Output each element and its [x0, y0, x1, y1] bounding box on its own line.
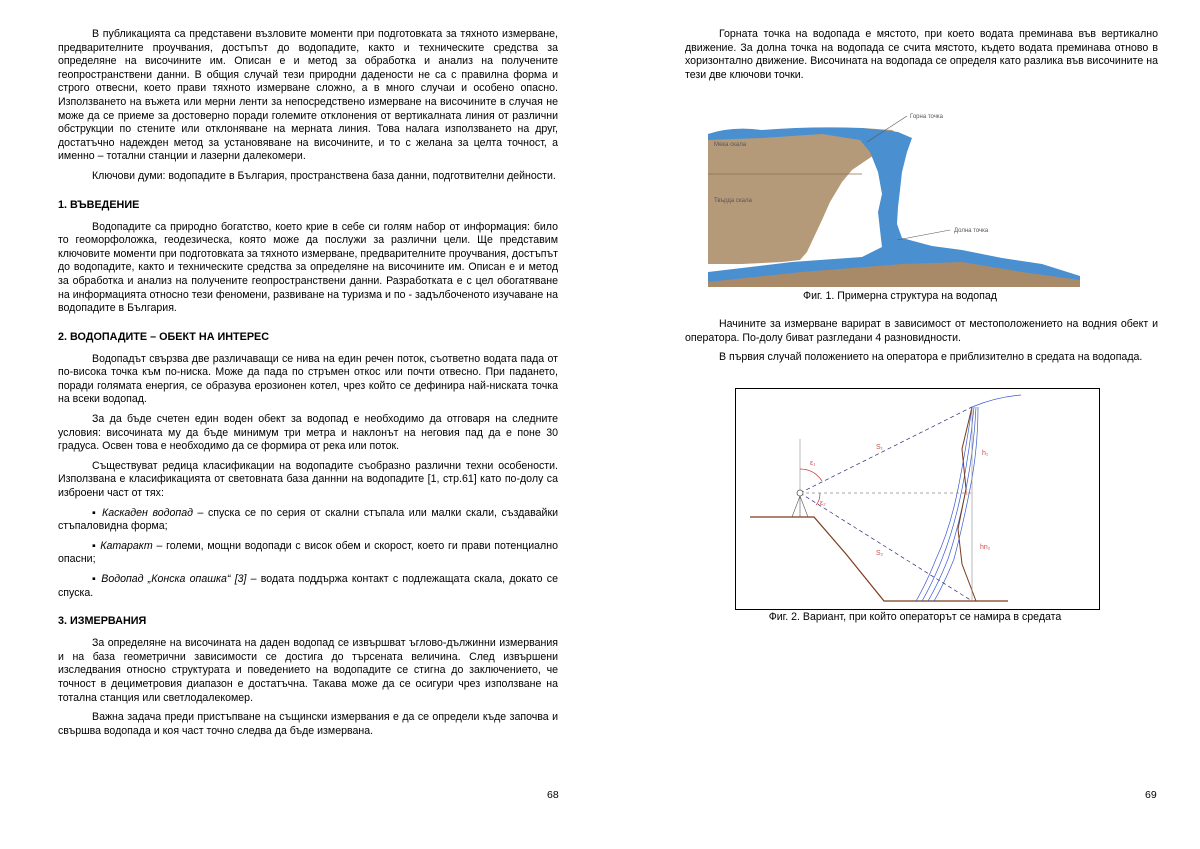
- abstract-paragraph: В публикацията са представени възловите моменти при подготовката за тяхното измерване, предварителните проучвания, достъпът до водопадите, както и техническите средства за определяне на височините им. Описан е и метод за обработка и анализ на получените геопространствени данни. В общия случай тези природни дадености не са с правилна форма и строго отвесни, което прави тяхното измерване сложно, а в много случаи и особено опасно. Използването на въжета или мерни ленти за непосредствено измерване на височините в случая не може да се приеме за достоверно поради големите отклонения от вертикалната линия от различни обструкции по стените или отклоняване на мерната линия. Това налага използването на друг, достатъчно надежден метод за установяване на височините, и то с желана за целта точност, а именно – тотални станции и лазерни далекомери.: [58, 28, 558, 163]
- ground-profile: [750, 517, 1008, 601]
- figure-2-caption: Фиг. 2. Вариант, при който операторът се намира в средата: [768, 611, 1062, 623]
- label-i: i: [966, 490, 968, 497]
- instrument-icon: [797, 490, 803, 496]
- sight-line-top: [800, 407, 972, 493]
- figure-1-caption: Фиг. 1. Примерна структура на водопад: [803, 290, 997, 302]
- page-right: [600, 0, 1200, 849]
- section-2-paragraph-1: Водопадът свързва две различаващи се нива на един речен поток, съответно водата пада от по-висока точка към по-ниска. Може да пада по стръмен откос или почти отвесно. При падането, поради голямата енергия, се образува ерозионен котел, чрез който се дефинира най-ниската точка на всеки водопад.: [58, 352, 558, 406]
- page-number-right: 69: [1145, 789, 1157, 801]
- page-number-left: 68: [547, 789, 559, 801]
- key-points-paragraph: Горната точка на водопада е мястото, при което водата преминава във вертикално движение. За долна точка на водопада се счита мястото, където водата преминава отново в хоризонтално движение. Височината на водопада се определя като разлика във височините на тези две ключови точки.: [685, 28, 1158, 81]
- section-3-heading: 3. ИЗМЕРВАНИЯ: [58, 615, 147, 628]
- waterfall-structure-figure: [702, 112, 1086, 287]
- first-case-paragraph: В първия случай положението на оператора е приблизително в средата на водопада.: [719, 351, 1143, 364]
- water-stream-4: [934, 407, 978, 601]
- section-2-paragraph-2: За да бъде счетен един воден обект за водопад е необходимо да отговаря на следните условия: височината му да бъде минимум три метра и наклонът на неговия пад да е поне 30 градуса. Освен това е необходимо да се формира от река или поток.: [58, 413, 558, 453]
- tripod-icon: [792, 496, 808, 517]
- angle-arc-1: [800, 469, 822, 481]
- bullet-item-2: ▪ Катаракт – големи, мощни водопади с висок обем и скорост, което ги прави потенциално опасни;: [58, 539, 558, 566]
- label-bottom-point: Долна точка: [954, 228, 989, 234]
- section-2-heading: 2. ВОДОПАДИТЕ – ОБЕКТ НА ИНТЕРЕС: [58, 330, 270, 343]
- label-hn2: hn₂: [980, 544, 991, 551]
- keywords-paragraph: Ключови думи: водопадите в България, пространствена база данни, подготвителни дейности.: [92, 169, 556, 182]
- bottom-point-leader: [897, 230, 950, 240]
- upstream-water: [972, 395, 1021, 407]
- label-s2: S₂: [876, 550, 884, 557]
- right-column-lower: [685, 318, 1158, 371]
- measurement-variant-figure: [735, 388, 1100, 610]
- water-stream-1: [916, 407, 972, 601]
- water-stream-2: [922, 407, 974, 601]
- water-stream-3: [928, 407, 976, 601]
- section-3-paragraph-2: Важна задача преди пристъпване на същински измервания е да се определи къде започва и свършва водопада и коя част точно следва да бъде измервана.: [58, 711, 558, 737]
- section-1-heading: 1. ВЪВЕДЕНИЕ: [58, 198, 140, 211]
- section-1-paragraph: Водопадите са природно богатство, което крие в себе си голям набор от информация: било то геоморфоложка, геодезическа, която може да послужи за различни цели. Ще представим ключовите моменти при подготовката за тяхното измерване, предварителните проучвания, достъпът до водопадите, както и техническите средства за определяне на височините им. Описан е и метод за обработка и анализ на получените геопространствени данни. Разработката е с цел обогатяване на информацията относно тези феномени, развиване на туризма и по - задълбоченото изучаване на водопадите в България.: [58, 220, 558, 315]
- left-column: [58, 28, 558, 744]
- section-3-paragraph-1: За определяне на височината на даден водопад се извършват ъглово-дължинни измервания и на база геометрични зависимости се достига до търсената величина. След извършени изследвания относно структурата и поведението на водопадите се стигна до заключението, че точност в дециметровия диапазон е достатъчна. Такава може да се осигури чрез използване на тотална станция или светлодалекомер.: [58, 637, 558, 704]
- label-s1: S₁: [876, 444, 884, 451]
- label-h1: h₁: [982, 450, 989, 457]
- right-column: [685, 28, 1158, 88]
- bullet-item-1: ▪ Каскаден водопад – спуска се по серия от скални стъпала или малки скали, създавайки стъпаловидна форма;: [58, 506, 559, 533]
- label-e2: ε₂: [820, 500, 826, 507]
- label-top-point: Горна точка: [910, 114, 943, 120]
- label-soft-rock: Мека скала: [714, 142, 747, 148]
- section-2-paragraph-3: Съществуват редица класификации на водопадите съобразно различни техни особености. Използвана е класификацията от световната база даннни на водопадите [1, стр.61] като по-долу са изброени част от тях:: [58, 459, 558, 500]
- bullet-item-3: ▪ Водопад „Конска опашка“ [3] – водата поддържа контакт с подлежащата скала, докато се спуска.: [58, 573, 558, 599]
- label-hard-rock: Твърда скала: [714, 198, 752, 204]
- methods-paragraph: Начините за измерване варират в зависимост от местоположението на водния обект и оператора. По-долу биват разгледани 4 разновидности.: [685, 318, 1158, 344]
- label-e1: ε₁: [810, 460, 816, 467]
